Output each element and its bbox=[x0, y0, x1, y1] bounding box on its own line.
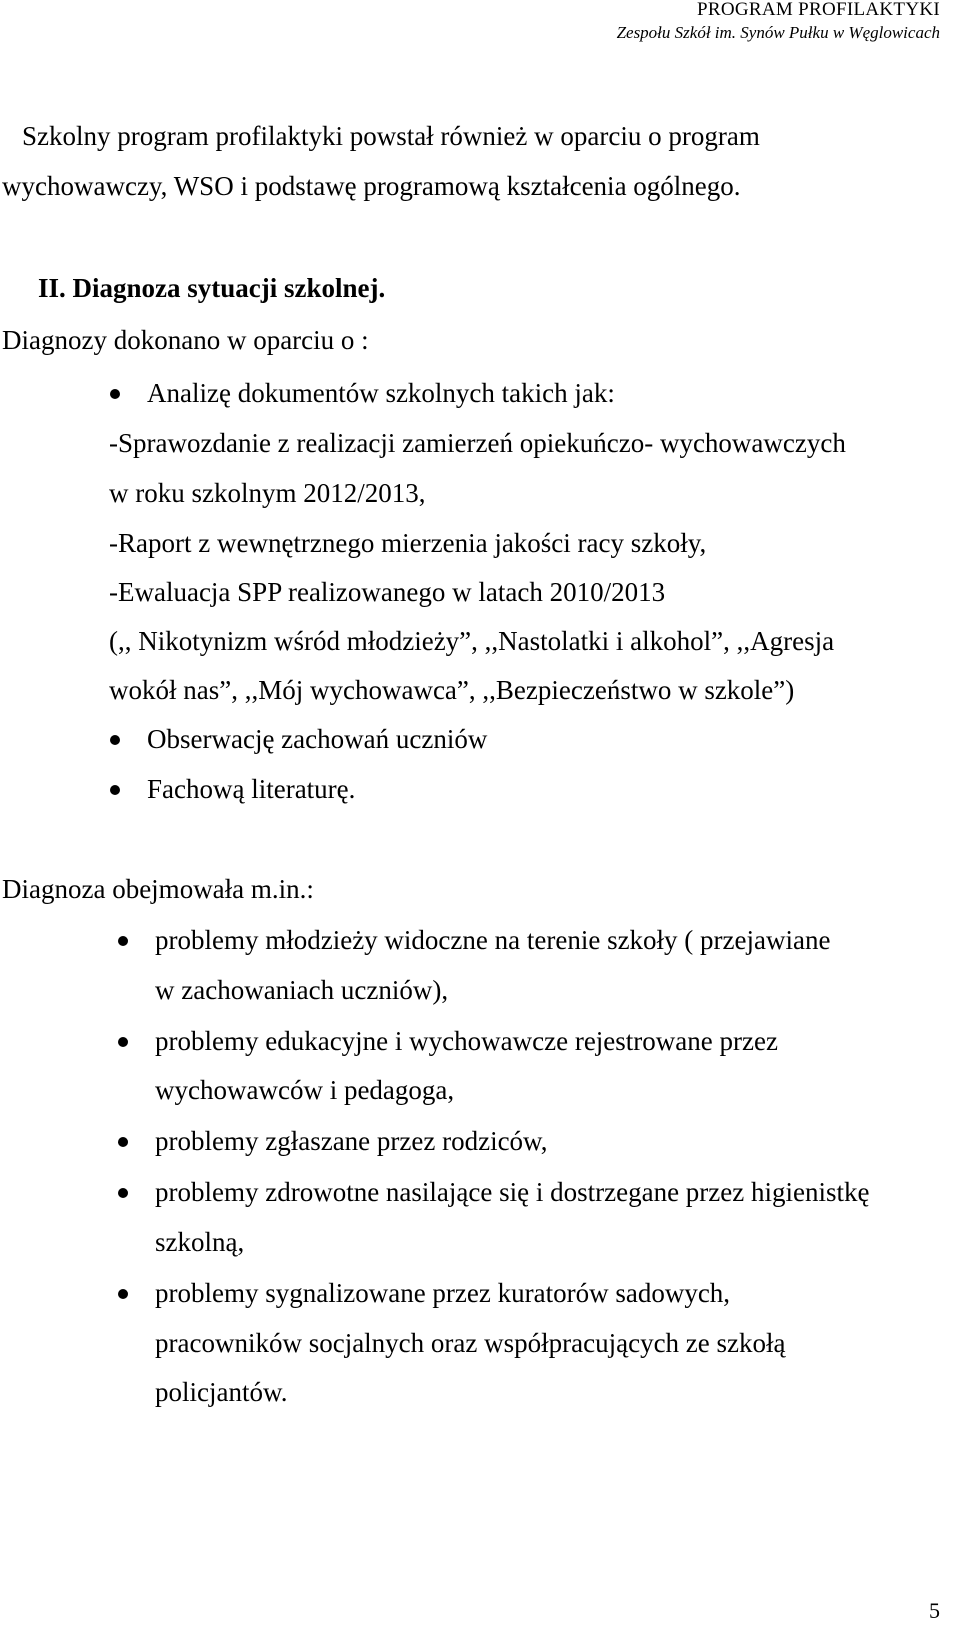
header-subtitle: Zespołu Szkół im. Synów Pułku w Węglowicach bbox=[616, 23, 940, 42]
document-report-line-2: w roku szkolnym 2012/2013, bbox=[109, 478, 426, 508]
page-header bbox=[617, 0, 940, 46]
scope-item-4-line-1: problemy zdrowotne nasilające się i dostrzegane przez higienistkę bbox=[155, 1177, 870, 1207]
bullet-icon bbox=[118, 1188, 128, 1198]
section-lead: Diagnozy dokonano w oparciu o : bbox=[2, 325, 369, 355]
scope-item-5-line-1: problemy sygnalizowane przez kuratorów sadowych, bbox=[155, 1278, 731, 1308]
scope-item-4-line-2: szkolną, bbox=[155, 1227, 245, 1257]
bullet-icon bbox=[118, 936, 128, 946]
scope-item-5-line-3: policjantów. bbox=[155, 1377, 288, 1407]
scope-lead: Diagnoza obejmowała m.in.: bbox=[2, 874, 314, 904]
scope-item-1-line-2: w zachowaniach uczniów), bbox=[155, 975, 449, 1005]
bullet-icon bbox=[118, 1137, 128, 1147]
document-quality-report: -Raport z wewnętrznego mierzenia jakości racy szkoły, bbox=[109, 528, 707, 558]
scope-item-1-line-1: problemy młodzieży widoczne na terenie szkoły ( przejawiane bbox=[155, 925, 831, 955]
scope-item-5-line-2: pracowników socjalnych oraz współpracujących ze szkołą bbox=[155, 1328, 786, 1358]
source-item-observation: Obserwację zachowań uczniów bbox=[147, 724, 488, 754]
section-heading: II. Diagnoza sytuacji szkolnej. bbox=[38, 273, 386, 303]
header-title: PROGRAM PROFILAKTYKI bbox=[697, 0, 940, 20]
document-programs-line-1: (,, Nikotynizm wśród młodzieży”, ,,Nastolatki i alkohol”, ,,Agresja bbox=[109, 626, 835, 656]
bullet-icon bbox=[110, 389, 120, 399]
document-report-line-1: -Sprawozdanie z realizacji zamierzeń opiekuńczo- wychowawczych bbox=[109, 428, 846, 458]
bullet-icon bbox=[110, 785, 120, 795]
scope-item-3: problemy zgłaszane przez rodziców, bbox=[155, 1126, 548, 1156]
bullet-icon bbox=[110, 735, 120, 745]
bullet-icon bbox=[118, 1289, 128, 1299]
document-evaluation: -Ewaluacja SPP realizowanego w latach 2010/2013 bbox=[109, 577, 666, 607]
scope-item-2-line-2: wychowawców i pedagoga, bbox=[155, 1075, 455, 1105]
page-number: 5 bbox=[929, 1598, 940, 1623]
source-item-literature: Fachową literaturę. bbox=[147, 774, 356, 804]
source-item-documents: Analizę dokumentów szkolnych takich jak: bbox=[147, 378, 615, 408]
intro-line-1: Szkolny program profilaktyki powstał również w oparciu o program bbox=[22, 121, 760, 151]
intro-line-2: wychowawczy, WSO i podstawę programową kształcenia ogólnego. bbox=[2, 171, 741, 201]
scope-item-2-line-1: problemy edukacyjne i wychowawcze rejestrowane przez bbox=[155, 1026, 778, 1056]
bullet-icon bbox=[118, 1037, 128, 1047]
document-programs-line-2: wokół nas”, ,,Mój wychowawca”, ,,Bezpieczeństwo w szkole”) bbox=[109, 675, 795, 705]
